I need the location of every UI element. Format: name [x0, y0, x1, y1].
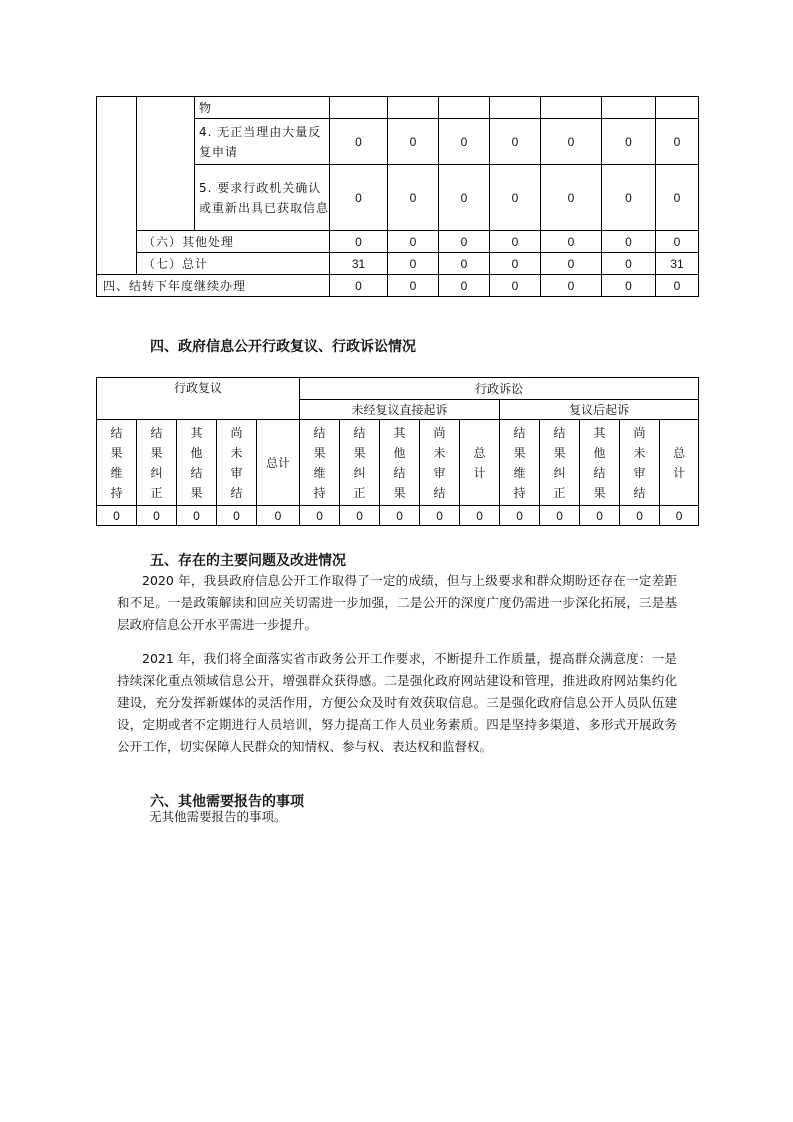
col-result-corrected: 结 果 纠 正: [540, 420, 580, 506]
col-other-result: 其 他 结 果: [177, 420, 217, 506]
row-label: （七）总计: [137, 253, 330, 275]
row-label: 四、结转下年度继续办理: [97, 275, 330, 297]
after-review-header: 复议后起诉: [500, 400, 699, 420]
col-pending: 尚 未 审 结: [217, 420, 257, 506]
col-total: 总 计: [660, 420, 699, 506]
review-header: 行政复议: [97, 378, 300, 420]
table-row: 四、结转下年度继续办理 0 0 0 0 0 0 0: [97, 275, 699, 297]
table-row: 0 0 0 0 0 0 0 0 0 0 0 0 0 0 0: [97, 506, 699, 526]
disposal-table: [96, 96, 699, 297]
col-result-maintained: 结 果 维 持: [300, 420, 340, 506]
col-result-maintained: 结 果 维 持: [97, 420, 137, 506]
col-result-corrected: 结 果 纠 正: [137, 420, 177, 506]
table-row: [97, 378, 699, 400]
col-pending: 尚 未 审 结: [420, 420, 460, 506]
row-label: 5. 要求行政机关确认或重新出具已获取信息: [195, 165, 330, 231]
table-row: 4. 无正当理由大量反复申请 0 0 0 0 0 0 0: [97, 119, 699, 165]
col-other-result: 其 他 结 果: [580, 420, 620, 506]
table-row: （六）其他处理 0 0 0 0 0 0 0: [97, 231, 699, 253]
paragraph: 2021 年，我们将全面落实省市政务公开工作要求，不断提升工作质量，提高群众满意度：一是持续深化重点领域信息公开，增强群众获得感。二是强化政府网站建设和管理，推进政府网站集约化建设，充分发挥新媒体的灵活作用，方便公众及时有效获取信息。三是强化政府信息公开人员队伍建设，定期或者不定期进行人员培训，努力提高工作人员业务素质。四是坚持多渠道、多形式开展政务公开工作，切实保障人民群众的知情权、参与权、表达权和监督权。: [117, 651, 677, 754]
paragraph: 2020 年，我县政府信息公开工作取得了一定的成绩，但与上级要求和群众期盼还存在一定差距和不足。一是政策解读和回应关切需进一步加强，二是公开的深度广度仍需进一步深化拓展，三是基层政府信息公开水平需进一步提升。: [117, 573, 677, 632]
table-row: [97, 97, 699, 119]
row-label: （六）其他处理: [137, 231, 330, 253]
section6-heading: 六、其他需要报告的事项: [150, 794, 304, 810]
table-row: [97, 420, 699, 506]
col-total: 总 计: [460, 420, 500, 506]
col-total: 总计: [257, 420, 300, 506]
paragraph: 无其他需要报告的事项。: [149, 809, 287, 824]
col-result-maintained: 结 果 维 持: [500, 420, 540, 506]
litigation-header: 行政诉讼: [300, 378, 699, 400]
row-label: 4. 无正当理由大量反复申请: [195, 119, 330, 165]
direct-lawsuit-header: 未经复议直接起诉: [300, 400, 500, 420]
col-other-result: 其 他 结 果: [380, 420, 420, 506]
col-result-corrected: 结 果 纠 正: [340, 420, 380, 506]
col-pending: 尚 未 审 结: [620, 420, 660, 506]
review-litigation-table: [96, 377, 699, 526]
table-row: 5. 要求行政机关确认或重新出具已获取信息 0 0 0 0 0 0 0: [97, 165, 699, 231]
section5-heading: 五、存在的主要问题及改进情况: [150, 553, 346, 569]
section4-heading: 四、政府信息公开行政复议、行政诉讼情况: [150, 339, 416, 355]
table-row: （七）总计 31 0 0 0 0 0 31: [97, 253, 699, 275]
row-label: 物: [195, 97, 330, 119]
